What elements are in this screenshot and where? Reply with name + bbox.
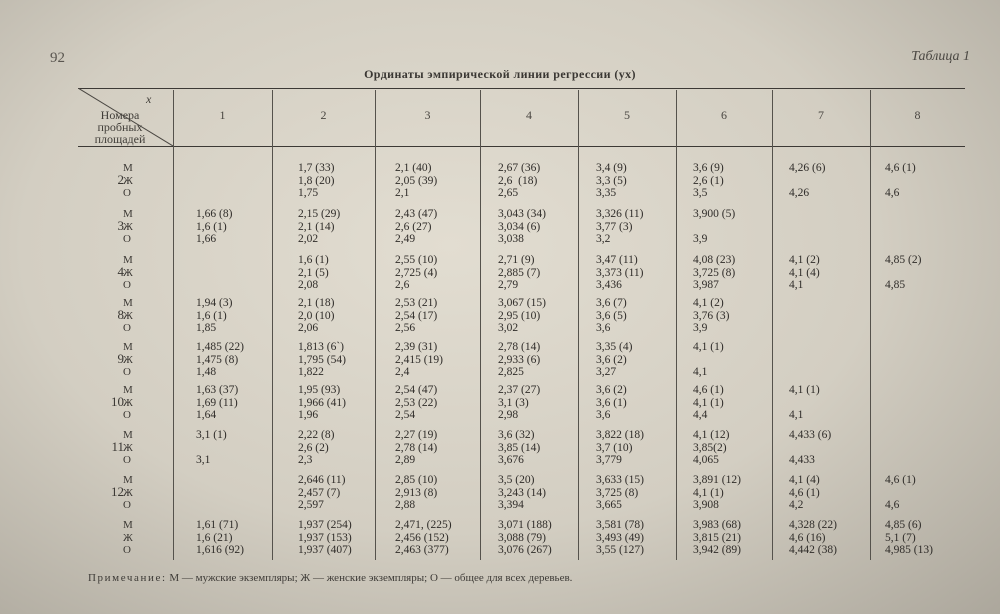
table-cell: 4,1 (1) xyxy=(693,486,724,499)
table-cell: 1,75 xyxy=(298,187,319,199)
table-cell: 3,6 (2) xyxy=(596,384,627,396)
table-cell: 4,85 (6) xyxy=(885,519,922,531)
column-divider xyxy=(375,90,376,560)
sex-label: О xyxy=(123,499,131,511)
table-cell: 2,02 xyxy=(298,233,319,245)
table-cell: 4,1 xyxy=(789,279,804,291)
note-text: М — мужские экземпляры; Ж — женские экземпляры; О — общее для всех деревьев. xyxy=(169,572,573,584)
table-title: Ординаты эмпирической линии регрессии (yx) xyxy=(364,67,636,81)
table-cell: 3,6 (32) xyxy=(498,429,535,441)
table-cell: 3,77 (3) xyxy=(596,220,633,233)
table-cell: 3,1 xyxy=(196,454,211,466)
table-cell: 4,26 xyxy=(789,187,810,199)
sex-label: М xyxy=(123,519,133,531)
table-cell: 2,22 (8) xyxy=(298,429,335,441)
table-cell: 2,6 (18) xyxy=(498,174,538,187)
table-cell: 4,85 (2) xyxy=(885,254,922,266)
column-header: 3 xyxy=(424,108,431,122)
table-cell: 2,54 (17) xyxy=(395,309,438,322)
table-cell: 1,48 xyxy=(196,366,217,378)
table-cell: 1,6 (21) xyxy=(196,531,233,544)
table-cell: 3,9 xyxy=(693,322,708,334)
table-cell: 1,66 xyxy=(196,233,217,245)
table-cell: 2,27 (19) xyxy=(395,429,438,441)
table-cell: 2,53 (22) xyxy=(395,396,438,409)
sex-label: М xyxy=(123,208,133,220)
table-cell: 4,1 (4) xyxy=(789,266,820,279)
table-cell: 3,034 (6) xyxy=(498,220,541,233)
table-cell: 3,6 xyxy=(596,322,611,334)
column-divider xyxy=(870,90,871,560)
table-cell: 3,493 (49) xyxy=(596,531,644,544)
sex-label: О xyxy=(123,233,131,245)
sex-label: М xyxy=(123,162,133,174)
table-cell: 4,442 (38) xyxy=(789,544,837,556)
sex-label: Ж xyxy=(123,531,133,544)
table-cell: 2,471, (225) xyxy=(395,519,452,531)
table-cell: 4,6 xyxy=(885,499,900,511)
table-cell: 3,071 (188) xyxy=(498,519,552,531)
column-header: 8 xyxy=(914,108,921,122)
table-cell: 1,6 (1) xyxy=(298,254,329,266)
table-cell: 1,937 (254) xyxy=(298,519,352,531)
table-cell: 3,900 (5) xyxy=(693,208,736,220)
table-cell: 3,6 (1) xyxy=(596,396,627,409)
note-label: Примечание: xyxy=(88,572,167,584)
table-cell: 3,5 xyxy=(693,187,708,199)
table-cell: 2,1 (14) xyxy=(298,220,335,233)
table-cell: 3,088 (79) xyxy=(498,531,546,544)
plot-number: 2 xyxy=(117,172,124,187)
table-cell: 2,725 (4) xyxy=(395,266,438,279)
table-cell: 2,1 (18) xyxy=(298,297,335,309)
table-cell: 1,822 xyxy=(298,366,324,378)
table-cell: 2,71 (9) xyxy=(498,254,535,266)
table-cell: 3,76 (3) xyxy=(693,309,730,322)
table-cell: 2,37 (27) xyxy=(498,384,541,396)
table-cell: 1,7 (33) xyxy=(298,162,335,174)
table-cell: 3,6 (2) xyxy=(596,353,627,366)
table-cell: 4,433 (6) xyxy=(789,429,832,441)
sex-label: О xyxy=(123,409,131,421)
table-top-rule xyxy=(78,88,965,89)
table-cell: 4,2 xyxy=(789,499,804,511)
table-cell: 1,8 (20) xyxy=(298,174,335,187)
column-header: 7 xyxy=(818,108,824,122)
sex-label: Ж xyxy=(123,353,133,366)
plot-number: 8 xyxy=(117,307,124,322)
table-cell: 1,64 xyxy=(196,409,217,421)
table-cell: 4,985 (13) xyxy=(885,544,933,556)
sex-label: Ж xyxy=(123,266,133,279)
table-cell: 3,436 xyxy=(596,279,622,291)
sex-label: М xyxy=(123,341,133,353)
column-header: 2 xyxy=(320,108,327,122)
table-cell: 4,6 (1) xyxy=(693,384,724,396)
plot-number: 12 xyxy=(111,484,124,499)
table-cell: 4,1 (1) xyxy=(693,341,724,353)
sex-label: Ж xyxy=(123,396,133,409)
table-cell: 2,415 (19) xyxy=(395,353,443,366)
table-cell: 4,1 (1) xyxy=(789,384,820,396)
table-cell: 2,55 (10) xyxy=(395,254,438,266)
sex-label: Ж xyxy=(123,486,133,499)
table-cell: 4,08 (23) xyxy=(693,254,736,266)
table-cell: 1,61 (71) xyxy=(196,519,239,531)
table-cell: 2,6 (27) xyxy=(395,220,432,233)
table-cell: 3,725 (8) xyxy=(596,486,639,499)
plot-number: 4 xyxy=(117,264,124,279)
table-cell: 3,038 xyxy=(498,233,524,245)
table-cell: 4,6 (1) xyxy=(885,474,916,486)
table-cell: 4,6 (1) xyxy=(885,162,916,174)
table-cell: 3,6 (7) xyxy=(596,297,627,309)
table-cell: 2,0 (10) xyxy=(298,309,335,322)
table-cell: 3,633 (15) xyxy=(596,474,644,486)
table-cell: 4,1 (4) xyxy=(789,474,820,486)
header-bottom-rule xyxy=(78,146,965,147)
table-cell: 2,39 (31) xyxy=(395,341,438,353)
table-cell: 2,1 (5) xyxy=(298,266,329,279)
table-cell: 2,67 (36) xyxy=(498,162,541,174)
table-cell: 1,966 (41) xyxy=(298,396,346,409)
column-divider xyxy=(272,90,273,560)
table-cell: 4,26 (6) xyxy=(789,162,826,174)
sex-label: Ж xyxy=(123,441,133,454)
table-cell: 3,942 (89) xyxy=(693,544,741,556)
table-cell: 2,1 xyxy=(395,187,410,199)
plot-number: 11 xyxy=(111,439,124,454)
column-divider xyxy=(173,90,174,560)
table-cell: 4,1 xyxy=(789,409,804,421)
table-cell: 1,485 (22) xyxy=(196,341,244,353)
sex-label: О xyxy=(123,187,131,199)
table-cell: 3,02 xyxy=(498,322,519,334)
table-cell: 2,463 (377) xyxy=(395,544,449,556)
x-axis-label: x xyxy=(146,92,152,106)
table-cell: 1,616 (92) xyxy=(196,544,244,556)
table-cell: 3,665 xyxy=(596,499,622,511)
table-cell: 4,4 xyxy=(693,409,708,421)
table-cell: 2,456 (152) xyxy=(395,531,449,544)
table-cell: 3,6 xyxy=(596,409,611,421)
table-cell: 4,1 xyxy=(693,366,708,378)
row-header: Номера пробных площадей xyxy=(94,108,146,146)
table-cell: 1,63 (37) xyxy=(196,384,239,396)
table-cell: 2,933 (6) xyxy=(498,353,541,366)
column-divider xyxy=(578,90,579,560)
column-header: 5 xyxy=(624,108,630,122)
table-cell: 2,54 xyxy=(395,409,416,421)
table-cell: 3,3 (5) xyxy=(596,174,627,187)
table-cell: 2,54 (47) xyxy=(395,384,438,396)
table-cell: 3,1 (3) xyxy=(498,396,529,409)
table-cell: 3,9 xyxy=(693,233,708,245)
table-cell: 3,85(2) xyxy=(693,441,727,454)
table-cell: 3,4 (9) xyxy=(596,162,627,174)
table-cell: 2,49 xyxy=(395,233,416,245)
table-cell: 4,1 (2) xyxy=(789,254,820,266)
table-cell: 3,394 xyxy=(498,499,524,511)
sex-label: Ж xyxy=(123,309,133,322)
sex-label: О xyxy=(123,366,131,378)
table-cell: 2,05 (39) xyxy=(395,174,438,187)
table-cell: 3,908 xyxy=(693,499,719,511)
table-cell: 3,779 xyxy=(596,454,622,466)
column-divider xyxy=(676,90,677,560)
sex-label: О xyxy=(123,454,131,466)
sex-label: О xyxy=(123,279,131,291)
table-cell: 2,06 xyxy=(298,322,319,334)
table-cell: 2,79 xyxy=(498,279,519,291)
table-cell: 4,1 (2) xyxy=(693,297,724,309)
table-cell: 3,5 (20) xyxy=(498,474,535,486)
table-cell: 4,85 xyxy=(885,279,906,291)
table-cell: 3,35 (4) xyxy=(596,341,633,353)
table-cell: 1,937 (407) xyxy=(298,544,352,556)
table-cell: 3,6 (5) xyxy=(596,309,627,322)
table-cell: 4,6 (1) xyxy=(789,486,820,499)
table-cell: 3,373 (11) xyxy=(596,266,644,279)
table-cell: 3,043 (34) xyxy=(498,208,546,220)
column-divider xyxy=(480,90,481,560)
table-cell: 2,53 (21) xyxy=(395,297,438,309)
table-cell: 2,457 (7) xyxy=(298,486,341,499)
table-cell: 2,3 xyxy=(298,454,313,466)
table-cell: 3,2 xyxy=(596,233,611,245)
table-cell: 3,822 (18) xyxy=(596,429,644,441)
table-note xyxy=(88,572,572,584)
table-cell: 2,1 (40) xyxy=(395,162,432,174)
table-cell: 1,795 (54) xyxy=(298,353,346,366)
table-cell: 2,6 (1) xyxy=(693,174,724,187)
table-cell: 2,825 xyxy=(498,366,524,378)
table-cell: 2,597 xyxy=(298,499,324,511)
table-cell: 3,47 (11) xyxy=(596,254,638,266)
table-cell: 3,35 xyxy=(596,187,617,199)
table-cell: 1,95 (93) xyxy=(298,384,341,396)
table-cell: 3,725 (8) xyxy=(693,266,736,279)
table-cell: 2,65 xyxy=(498,187,519,199)
table-cell: 3,891 (12) xyxy=(693,474,741,486)
column-header: 6 xyxy=(721,108,727,122)
table-cell: 1,85 xyxy=(196,322,217,334)
sex-label: Ж xyxy=(123,174,133,187)
table-cell: 2,56 xyxy=(395,322,416,334)
sex-label: О xyxy=(123,544,131,556)
table-label: Таблица 1 xyxy=(911,49,970,64)
table-cell: 1,813 (6`) xyxy=(298,341,344,353)
table-cell: 1,6 (1) xyxy=(196,220,227,233)
table-cell: 1,475 (8) xyxy=(196,353,239,366)
table-cell: 3,55 (127) xyxy=(596,544,644,556)
table-cell: 4,6 (16) xyxy=(789,531,826,544)
table-cell: 3,326 (11) xyxy=(596,208,644,220)
table-cell: 3,27 xyxy=(596,366,617,378)
sex-label: М xyxy=(123,254,133,266)
sex-label: М xyxy=(123,384,133,396)
table-cell: 1,937 (153) xyxy=(298,531,352,544)
table-cell: 2,15 (29) xyxy=(298,208,341,220)
table-cell: 3,85 (14) xyxy=(498,441,541,454)
sex-label: О xyxy=(123,322,131,334)
table-cell: 1,6 (1) xyxy=(196,309,227,322)
column-divider xyxy=(772,90,773,560)
table-cell: 2,913 (8) xyxy=(395,486,438,499)
table-cell: 4,6 xyxy=(885,187,900,199)
table-cell: 1,66 (8) xyxy=(196,208,233,220)
table-cell: 2,95 (10) xyxy=(498,309,541,322)
table-cell: 4,328 (22) xyxy=(789,519,837,531)
table-cell: 2,85 (10) xyxy=(395,474,438,486)
sex-label: Ж xyxy=(123,220,133,233)
sex-label: М xyxy=(123,297,133,309)
table-cell: 2,6 (2) xyxy=(298,441,329,454)
table-cell: 3,7 (10) xyxy=(596,441,633,454)
sex-label: М xyxy=(123,429,133,441)
table-cell: 3,987 xyxy=(693,279,719,291)
page-number: 92 xyxy=(50,50,65,66)
table-cell: 3,815 (21) xyxy=(693,531,741,544)
table-cell: 5,1 (7) xyxy=(885,531,916,544)
table-cell: 2,98 xyxy=(498,409,519,421)
table-cell: 4,1 (1) xyxy=(693,396,724,409)
table-cell: 3,581 (78) xyxy=(596,519,644,531)
column-header: 4 xyxy=(526,108,532,122)
table-cell: 1,69 (11) xyxy=(196,396,238,409)
table-cell: 2,78 (14) xyxy=(395,441,438,454)
table-cell: 3,067 (15) xyxy=(498,297,546,309)
table-cell: 2,43 (47) xyxy=(395,208,438,220)
table-cell: 1,96 xyxy=(298,409,319,421)
table-cell: 4,433 xyxy=(789,454,815,466)
table-cell: 3,243 (14) xyxy=(498,486,546,499)
table-cell: 3,1 (1) xyxy=(196,429,227,441)
table-cell: 2,6 xyxy=(395,279,410,291)
plot-number: 10 xyxy=(111,394,124,409)
table-cell: 3,6 (9) xyxy=(693,162,724,174)
table-cell: 2,646 (11) xyxy=(298,474,346,486)
plot-number: 3 xyxy=(117,218,124,233)
column-header: 1 xyxy=(219,108,226,122)
table-cell: 2,4 xyxy=(395,366,410,378)
table-cell: 1,94 (3) xyxy=(196,297,233,309)
table-cell: 3,983 (68) xyxy=(693,519,741,531)
table-cell: 4,1 (12) xyxy=(693,429,730,441)
table-cell: 2,78 (14) xyxy=(498,341,541,353)
table-cell: 2,885 (7) xyxy=(498,266,541,279)
table-cell: 2,89 xyxy=(395,454,416,466)
table-cell: 2,08 xyxy=(298,279,319,291)
table-cell: 2,88 xyxy=(395,499,416,511)
table-cell: 3,076 (267) xyxy=(498,544,552,556)
sex-label: М xyxy=(123,474,133,486)
table-cell: 3,676 xyxy=(498,454,524,466)
plot-number: 9 xyxy=(117,351,124,366)
table-cell: 4,065 xyxy=(693,454,719,466)
